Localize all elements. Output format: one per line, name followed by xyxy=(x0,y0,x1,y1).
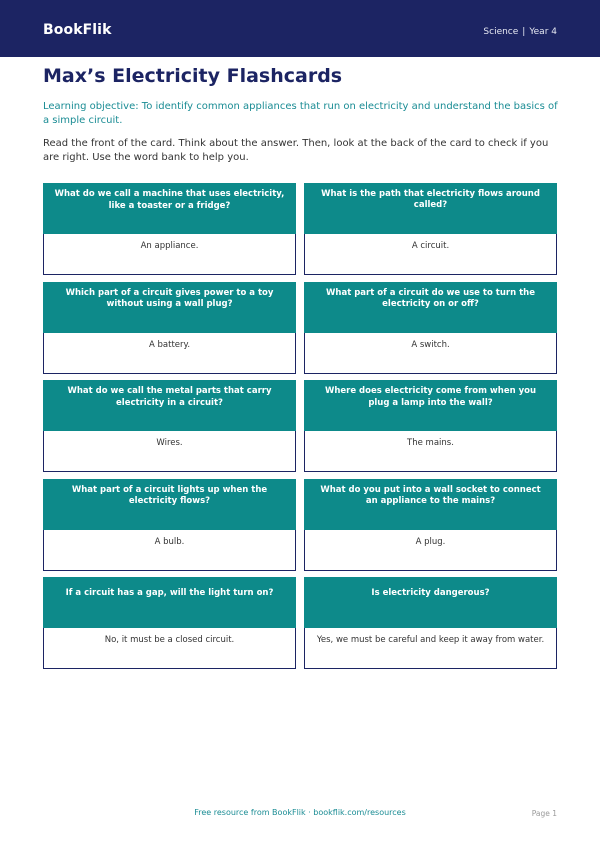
flashcard-answer: Yes, we must be careful and keep it away from water. xyxy=(304,628,557,669)
page-header xyxy=(0,0,600,57)
flashcard-question: What is the path that electricity flows around called? xyxy=(304,183,557,234)
flashcard xyxy=(304,479,557,571)
footer-resource-link[interactable]: Free resource from BookFlik · bookflik.com/resources xyxy=(194,808,406,817)
year-label: Year 4 xyxy=(529,27,557,37)
flashcard-answer: The mains. xyxy=(304,431,557,472)
flashcard-answer: Wires. xyxy=(43,431,296,472)
flashcard-answer: A plug. xyxy=(304,530,557,571)
flashcard-row xyxy=(43,479,557,571)
flashcard-answer: A switch. xyxy=(304,333,557,374)
flashcard-answer: A bulb. xyxy=(43,530,296,571)
flashcard-row xyxy=(43,282,557,374)
flashcard-question: Which part of a circuit gives power to a toy without using a wall plug? xyxy=(43,282,296,333)
flashcard xyxy=(43,577,296,669)
brand-logo[interactable]: BookFlik xyxy=(43,22,112,38)
flashcard-question: Where does electricity come from when you plug a lamp into the wall? xyxy=(304,380,557,431)
flashcard-answer: A circuit. xyxy=(304,234,557,275)
flashcard-row xyxy=(43,577,557,669)
flashcard-grid xyxy=(43,183,557,676)
flashcard xyxy=(43,282,296,374)
flashcard-question: Is electricity dangerous? xyxy=(304,577,557,628)
flashcard xyxy=(43,479,296,571)
flashcard-question: If a circuit has a gap, will the light turn on? xyxy=(43,577,296,628)
page-title: Max’s Electricity Flashcards xyxy=(43,65,343,87)
flashcard-row xyxy=(43,380,557,472)
breadcrumb xyxy=(483,27,557,37)
flashcard xyxy=(43,183,296,275)
flashcard-question: What part of a circuit lights up when the electricity flows? xyxy=(43,479,296,530)
flashcard xyxy=(304,183,557,275)
flashcard-question: What do you put into a wall socket to connect an appliance to the mains? xyxy=(304,479,557,530)
flashcard-answer: An appliance. xyxy=(43,234,296,275)
flashcard-row xyxy=(43,183,557,275)
breadcrumb-separator: | xyxy=(522,27,526,37)
flashcard xyxy=(304,577,557,669)
flashcard-answer: No, it must be a closed circuit. xyxy=(43,628,296,669)
flashcard xyxy=(304,282,557,374)
flashcard-question: What do we call a machine that uses electricity, like a toaster or a fridge? xyxy=(43,183,296,234)
flashcard-question: What do we call the metal parts that carry electricity in a circuit? xyxy=(43,380,296,431)
flashcard xyxy=(304,380,557,472)
learning-objective: Learning objective: To identify common appliances that run on electricity and understand the basics of a simple circuit. xyxy=(43,101,558,126)
flashcard-question: What part of a circuit do we use to turn the electricity on or off? xyxy=(304,282,557,333)
instructions: Read the front of the card. Think about the answer. Then, look at the back of the card to check if you are right. Use the word bank to help you. xyxy=(43,138,549,163)
subject-label: Science xyxy=(483,27,519,37)
page-number: Page 1 xyxy=(531,809,557,818)
flashcard xyxy=(43,380,296,472)
flashcard-answer: A battery. xyxy=(43,333,296,374)
